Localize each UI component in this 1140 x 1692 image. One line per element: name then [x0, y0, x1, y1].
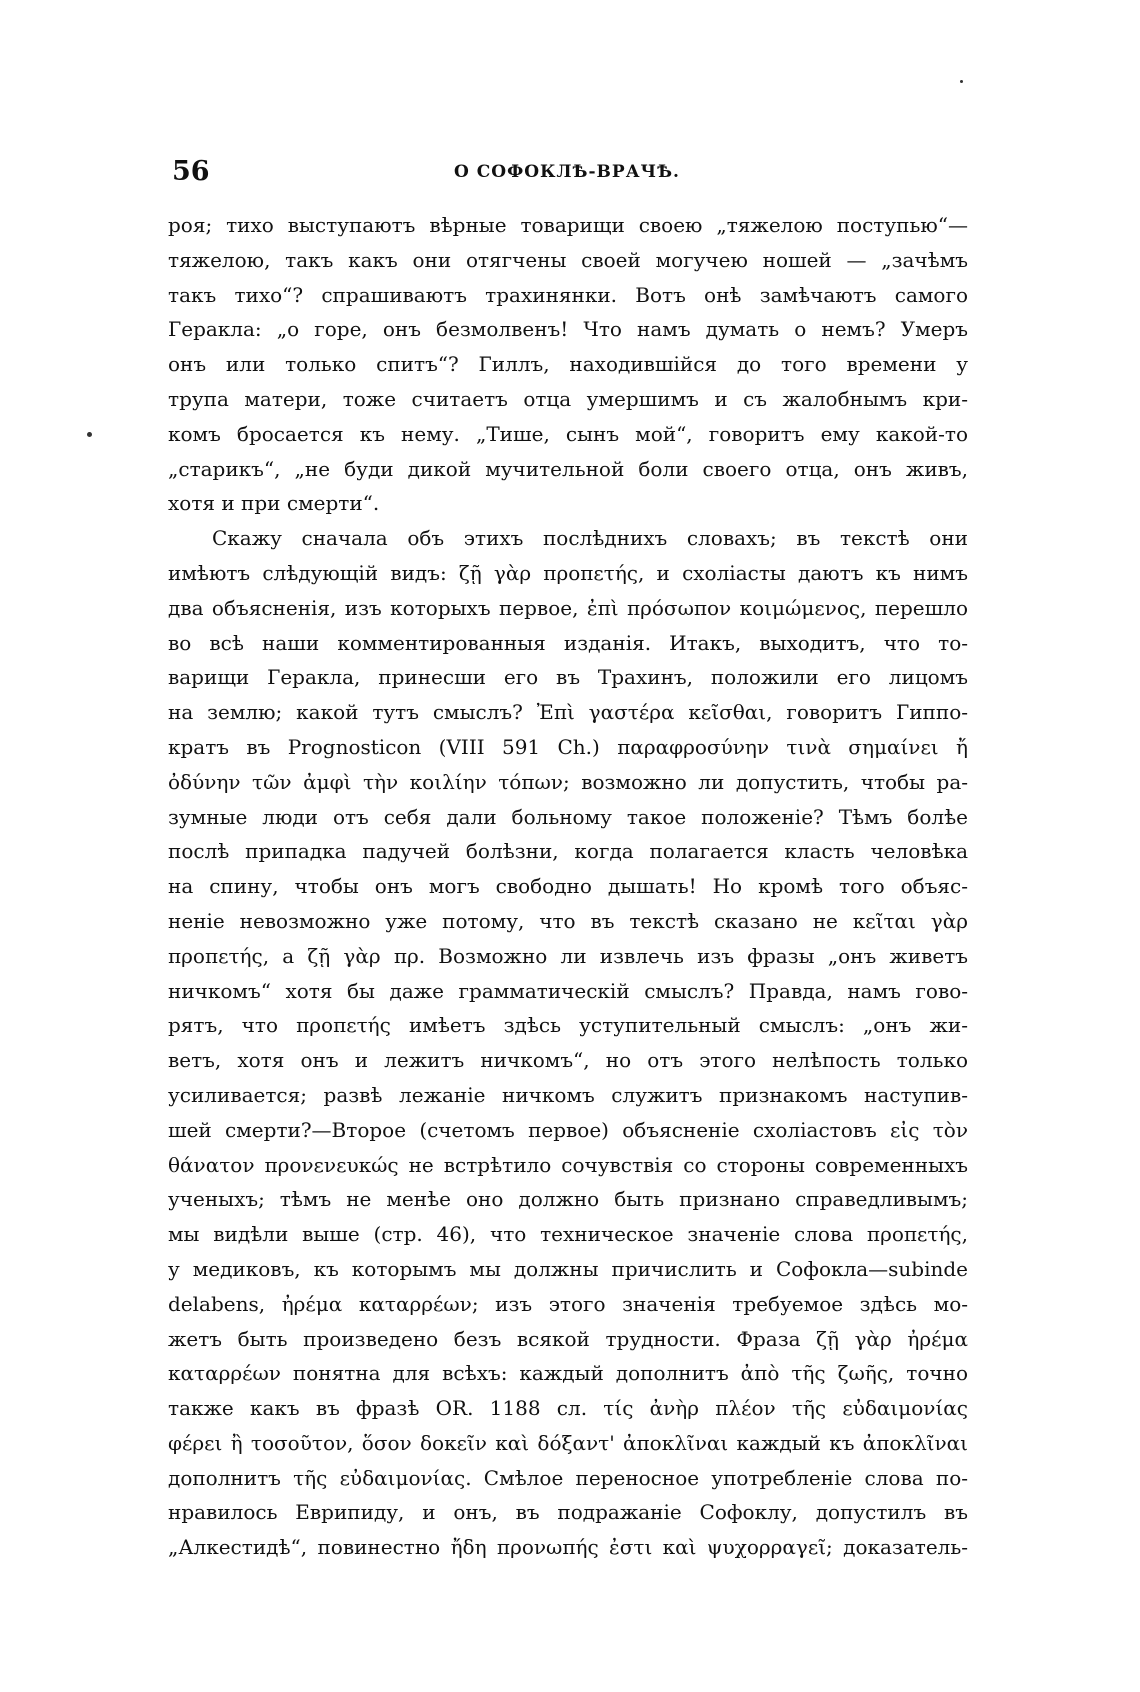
text-line: Скажу сначала объ этихъ послѣднихъ словахъ; въ текстѣ они: [212, 526, 968, 551]
text-line: послѣ припадка падучей болѣзни, когда полагается класть человѣка: [168, 839, 968, 864]
text-line: φέρει ἢ τοσοῦτον, ὅσον δοκεῖν καὶ δόξαντ' ἀποκλῖναι каждый къ ἀποκλῖναι: [168, 1430, 968, 1455]
text-line: на спину, чтобы онъ могъ свободно дышать! Но кромѣ того объяс-: [168, 874, 968, 899]
text-line: жетъ быть произведено безъ всякой трудности. Фраза ζῇ γὰρ ἠρέμα: [168, 1326, 968, 1351]
page-blemish: [87, 432, 92, 437]
text-line: „старикъ“, „не буди дикой мучительной боли своего отца, онъ живъ,: [168, 456, 968, 481]
text-line: роя; тихо выступаютъ вѣрные товарищи своею „тяжелою поступью“—: [168, 213, 968, 237]
paragraph: [168, 521, 968, 1565]
text-line: трупа матери, тоже считаетъ отца умершимъ и съ жалобнымъ кри-: [168, 386, 968, 411]
text-line: дополнитъ τῆς εὐδαιμονίας. Смѣлое переносное употребленіе слова по-: [168, 1465, 968, 1490]
text-line: кратъ въ Prognosticon (VIII 591 Ch.) παραφροσύνην τινὰ σημαίνει ἤ: [168, 734, 968, 759]
page-blemish: [960, 80, 963, 83]
text-line: рятъ, что προπετής имѣетъ здѣсь уступительный смыслъ: „онъ жи-: [168, 1013, 968, 1038]
text-line: два объясненія, изъ которыхъ первое, ἐπὶ πρόσωπον κοιμώμενος, перешло: [168, 595, 968, 620]
page-number: 56: [172, 156, 210, 187]
text-line: шей смерти?—Второе (счетомъ первое) объясненіе схоліастовъ εἰς τὸν: [168, 1117, 968, 1142]
text-line: такъ тихо“? спрашиваютъ трахинянки. Вотъ онѣ замѣчаютъ самого: [168, 282, 968, 307]
text-line: нравилось Еврипиду, и онъ, въ подражаніе Софоклу, допустилъ въ: [168, 1500, 968, 1525]
text-line: комъ бросается къ нему. „Тише, сынъ мой“, говоритъ ему какой-то: [168, 421, 968, 446]
text-line: также какъ въ фразѣ OR. 1188 сл. τίς ἀνὴρ πλέον τῆς εὐδαιμονίας: [168, 1396, 968, 1421]
text-line: зумные люди отъ себя дали больному такое положеніе? Тѣмъ болѣе: [168, 804, 968, 829]
text-line: во всѣ наши комментированныя изданія. Итакъ, выходитъ, что то-: [168, 630, 968, 655]
text-line: усиливается; развѣ лежаніе ничкомъ служитъ признакомъ наступив-: [168, 1082, 968, 1107]
text-line: ученыхъ; тѣмъ не менѣе оно должно быть признано справедливымъ;: [168, 1187, 968, 1212]
text-line: προπετής, а ζῇ γὰρ πρ. Возможно ли извлечь изъ фразы „онъ живетъ: [168, 943, 968, 968]
text-line: варищи Геракла, принесши его въ Трахинъ, положили его лицомъ: [168, 665, 968, 690]
text-line: delabens, ἠρέμα καταρρέων; изъ этого значенія требуемое здѣсь мо-: [168, 1291, 968, 1316]
text-line: неніе невозможно уже потому, что въ текстѣ сказано не κεῖται γὰρ: [168, 908, 968, 933]
text-line: ὀδύνην τῶν ἀμφὶ τὴν κοιλίην τόπων; возможно ли допустить, чтобы ра-: [168, 769, 968, 794]
text-line: Геракла: „о горе, онъ безмолвенъ! Что намъ думать о немъ? Умеръ: [168, 317, 968, 342]
text-line: у медиковъ, къ которымъ мы должны причислить и Софокла—subinde: [168, 1256, 968, 1281]
text-body: [168, 208, 968, 1565]
text-line: мы видѣли выше (стр. 46), что техническое значеніе слова προπετής,: [168, 1222, 968, 1247]
text-line: ветъ, хотя онъ и лежитъ ничкомъ“, но отъ этого нелѣпость только: [168, 1048, 968, 1073]
text-line: тяжелою, такъ какъ они отягчены своей могучею ношей — „зачѣмъ: [168, 247, 968, 272]
page-header: [172, 156, 962, 196]
text-line: θάνατον προνενευκώς не встрѣтило сочувствія со стороны современныхъ: [168, 1152, 968, 1177]
text-line: καταρρέων понятна для всѣхъ: каждый дополнитъ ἀπὸ τῆς ζωῆς, точно: [168, 1361, 968, 1386]
text-line: имѣютъ слѣдующій видъ: ζῇ γὰρ προπετής, и схоліасты даютъ къ нимъ: [168, 560, 968, 585]
text-line: „Алкестидѣ“, повинестно ἤδη προνωπής ἐστι καὶ ψυχορραγεῖ; доказатель-: [168, 1535, 968, 1560]
running-head: О СОФОКЛѢ-ВРАЧѢ.: [454, 162, 680, 182]
text-line: онъ или только спитъ“? Гиллъ, находившійся до того времени у: [168, 352, 968, 377]
text-line: ничкомъ“ хотя бы даже грамматическій смыслъ? Правда, намъ гово-: [168, 978, 968, 1003]
text-line: на землю; какой тутъ смыслъ? Ἐπὶ γαστέρα κεῖσθαι, говоритъ Гиппо-: [168, 700, 968, 725]
paragraph: [168, 208, 968, 521]
text-line: хотя и при смерти“.: [168, 491, 380, 516]
